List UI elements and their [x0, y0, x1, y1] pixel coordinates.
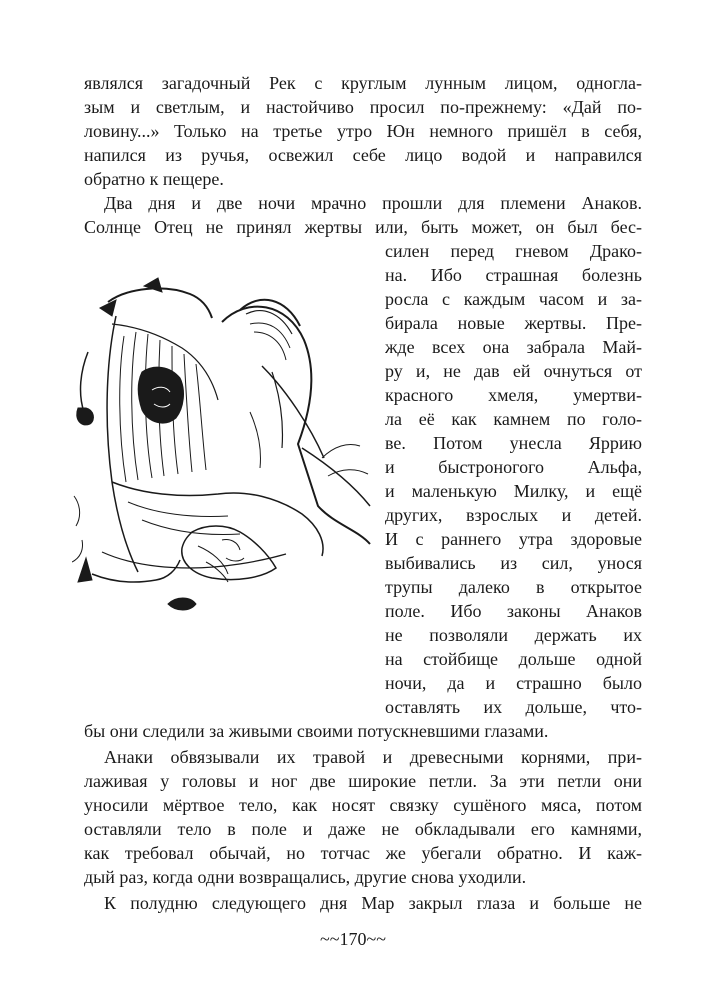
book-illustration	[72, 262, 372, 632]
text-line: ночи, да и страшно было	[385, 673, 642, 693]
text-line: ру и, не дав ей очнуться от	[385, 361, 642, 381]
text-line: являлся загадочный Рек с круглым лунным лицом, одногла-	[84, 73, 642, 93]
text-line: дый раз, когда одни возвращались, другие снова уходили.	[84, 867, 527, 887]
text-line: красного хмеля, умертви-	[385, 385, 642, 405]
text-line: напился из ручья, освежил себе лицо водой и направился	[84, 145, 642, 165]
ink-illustration-two-figures-with-child-icon	[72, 262, 372, 632]
text-line: как требовал обычай, но тотчас же убегали обратно. И каж-	[84, 843, 642, 863]
text-line: ве. Потом унесла Яррию	[385, 433, 642, 453]
text-line: силен перед гневом Драко-	[385, 241, 642, 261]
text-line: бирала новые жертвы. Пре-	[385, 313, 642, 333]
text-line: выбивались из сил, унося	[385, 553, 642, 573]
text-line: и маленькую Милку, и ещё	[385, 481, 642, 501]
text-line: лаживая у головы и ног две широкие петли. За эти петли они	[84, 771, 642, 791]
text-line: обратно к пещере.	[84, 169, 224, 189]
text-line: оставляли тело в поле и даже не обкладывали его камнями,	[84, 819, 642, 839]
text-line: оставлять их дольше, что-	[385, 697, 642, 717]
text-line: зым и светлым, и настойчиво просил по-прежнему: «Дай по-	[84, 97, 642, 117]
text-line: росла с каждым часом и за-	[385, 289, 642, 309]
text-line: не позволяли держать их	[385, 625, 642, 645]
text-line: ла её как камнем по голо-	[385, 409, 642, 429]
text-line: ловину...» Только на третье утро Юн немного пришёл в себя,	[84, 121, 642, 141]
text-line: жде всех она забрала Май-	[385, 337, 642, 357]
text-line: других, взрослых и детей.	[385, 505, 642, 525]
paragraph-start: Два дня и две ночи мрачно прошли для племени Анаков.	[104, 193, 642, 213]
text-line: уносили мёртвое тело, как носят связку сушёного мяса, потом	[84, 795, 642, 815]
text-line: И с раннего утра здоровые	[385, 529, 642, 549]
paragraph-start: Анаки обвязывали их травой и древесными корнями, при-	[104, 747, 642, 767]
text-line: трупы далеко в открытое	[385, 577, 642, 597]
paragraph-start: К полудню следующего дня Мар закрыл глаза и больше не	[104, 893, 642, 913]
text-line: на. Ибо страшная болезнь	[385, 265, 642, 285]
text-line: на стойбище дольше одной	[385, 649, 642, 669]
text-line: и быстроногого Альфа,	[385, 457, 642, 477]
text-line: бы они следили за живыми своими потускневшими глазами.	[84, 721, 549, 741]
text-line: поле. Ибо законы Анаков	[385, 601, 642, 621]
text-line: Солнце Отец не принял жертвы или, быть может, он был бес-	[84, 217, 642, 237]
page-number: ~~170~~	[320, 929, 386, 949]
